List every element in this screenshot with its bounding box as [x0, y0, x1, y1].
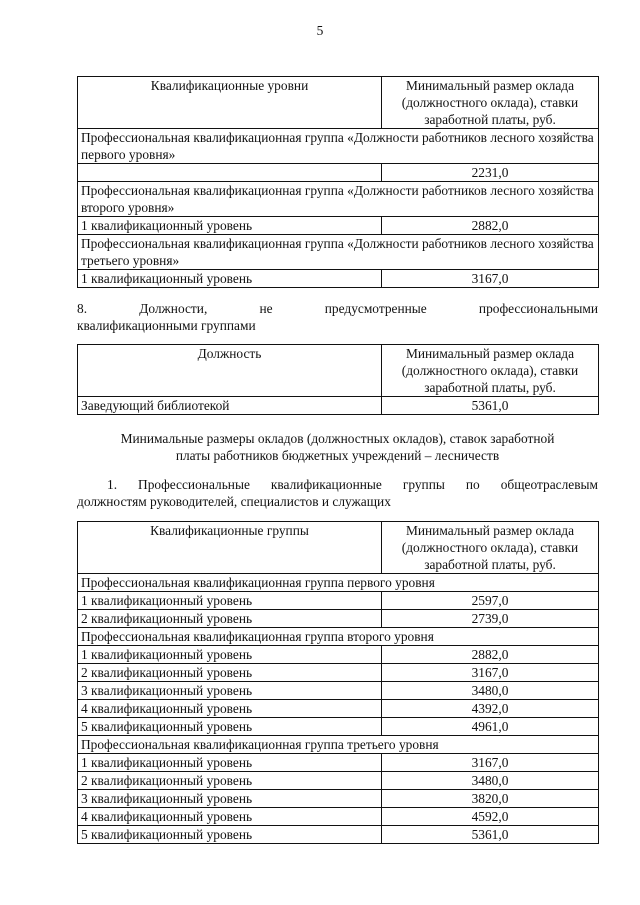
level-cell: 4 квалификационный уровень: [78, 700, 382, 718]
group-row: [78, 628, 599, 646]
salary-value-cell: 3167,0: [382, 664, 599, 682]
group-title-cell: Профессиональная квалификационная группа «Должности работников лесного хозяйства второго уровня»: [78, 182, 599, 217]
salary-value-cell: 4392,0: [382, 700, 599, 718]
section-1-paragraph: [77, 476, 598, 510]
section-heading-line-2: платы работников бюджетных учреждений – лесничеств: [175, 448, 500, 463]
salary-value-cell: 2739,0: [382, 610, 599, 628]
table-row: [78, 700, 599, 718]
salary-value-cell: 5361,0: [382, 397, 599, 415]
salary-value-cell: 3820,0: [382, 790, 599, 808]
section-8-line-1: 8. Должности, не предусмотренные профессиональными: [77, 301, 598, 316]
section-8-paragraph: [77, 300, 598, 334]
table-row: [78, 682, 599, 700]
table-row: [78, 754, 599, 772]
header-qualification-groups: Квалификационные группы: [78, 522, 382, 574]
table-row: [78, 610, 599, 628]
group-row: [78, 574, 599, 592]
level-cell: 1 квалификационный уровень: [78, 217, 382, 235]
table-row: [78, 217, 599, 235]
salary-value-cell: 4592,0: [382, 808, 599, 826]
level-cell: 1 квалификационный уровень: [78, 270, 382, 288]
group-title-cell: Профессиональная квалификационная группа «Должности работников лесного хозяйства третьего уровня»: [78, 235, 599, 270]
group-title-cell: Профессиональная квалификационная группа третьего уровня: [78, 736, 599, 754]
level-cell: 2 квалификационный уровень: [78, 772, 382, 790]
header-position: Должность: [78, 345, 382, 397]
salary-value-cell: 2882,0: [382, 646, 599, 664]
header-min-salary: Минимальный размер оклада (должностного оклада), ставки заработной платы, руб.: [382, 345, 599, 397]
level-cell: 5 квалификационный уровень: [78, 718, 382, 736]
table-header-row: [78, 345, 599, 397]
group-row: [78, 129, 599, 164]
header-min-salary: Минимальный размер оклада (должностного оклада), ставки заработной платы, руб.: [382, 522, 599, 574]
table-row: [78, 270, 599, 288]
salary-value-cell: 3480,0: [382, 682, 599, 700]
table-row: [78, 826, 599, 844]
level-cell: Заведующий библиотекой: [78, 397, 382, 415]
table-row: [78, 790, 599, 808]
group-row: [78, 182, 599, 217]
page-number: 5: [316, 23, 324, 38]
table-row: [78, 718, 599, 736]
salary-table-forestry: [77, 76, 599, 288]
level-cell: 2 квалификационный уровень: [78, 610, 382, 628]
group-title-cell: Профессиональная квалификационная группа «Должности работников лесного хозяйства первого уровня»: [78, 129, 599, 164]
table-header-row: [78, 522, 599, 574]
table-row: [78, 772, 599, 790]
level-cell: 2 квалификационный уровень: [78, 664, 382, 682]
salary-table-other-positions: [77, 344, 599, 415]
salary-value-cell: 3480,0: [382, 772, 599, 790]
table-row: [78, 664, 599, 682]
table-row: [78, 592, 599, 610]
salary-value-cell: 5361,0: [382, 826, 599, 844]
level-cell: 3 квалификационный уровень: [78, 682, 382, 700]
level-cell: 1 квалификационный уровень: [78, 754, 382, 772]
salary-value-cell: 2882,0: [382, 217, 599, 235]
table-row: [78, 808, 599, 826]
level-cell: [78, 164, 382, 182]
level-cell: 1 квалификационный уровень: [78, 646, 382, 664]
level-cell: 1 квалификационный уровень: [78, 592, 382, 610]
header-qualification-levels: Квалификационные уровни: [78, 77, 382, 129]
salary-value-cell: 2597,0: [382, 592, 599, 610]
level-cell: 5 квалификационный уровень: [78, 826, 382, 844]
table-row: [78, 646, 599, 664]
table-header-row: [78, 77, 599, 129]
salary-value-cell: 3167,0: [382, 270, 599, 288]
section-1-line-2: должностям руководителей, специалистов и служащих: [77, 494, 391, 509]
group-title-cell: Профессиональная квалификационная группа первого уровня: [78, 574, 599, 592]
table-row: [78, 397, 599, 415]
group-title-cell: Профессиональная квалификационная группа второго уровня: [78, 628, 599, 646]
salary-table-general-positions: [77, 521, 599, 844]
group-row: [78, 736, 599, 754]
section-heading-line-1: Минимальные размеры окладов (должностных окладов), ставок заработной: [120, 431, 555, 446]
salary-value-cell: 4961,0: [382, 718, 599, 736]
salary-value-cell: 3167,0: [382, 754, 599, 772]
level-cell: 4 квалификационный уровень: [78, 808, 382, 826]
section-heading: [77, 430, 598, 464]
level-cell: 3 квалификационный уровень: [78, 790, 382, 808]
salary-value-cell: 2231,0: [382, 164, 599, 182]
group-row: [78, 235, 599, 270]
section-1-line-1: 1. Профессиональные квалификационные группы по общеотраслевым: [107, 477, 598, 492]
header-min-salary: Минимальный размер оклада (должностного оклада), ставки заработной платы, руб.: [382, 77, 599, 129]
table-row: [78, 164, 599, 182]
section-8-line-2: квалификационными группами: [77, 318, 256, 333]
